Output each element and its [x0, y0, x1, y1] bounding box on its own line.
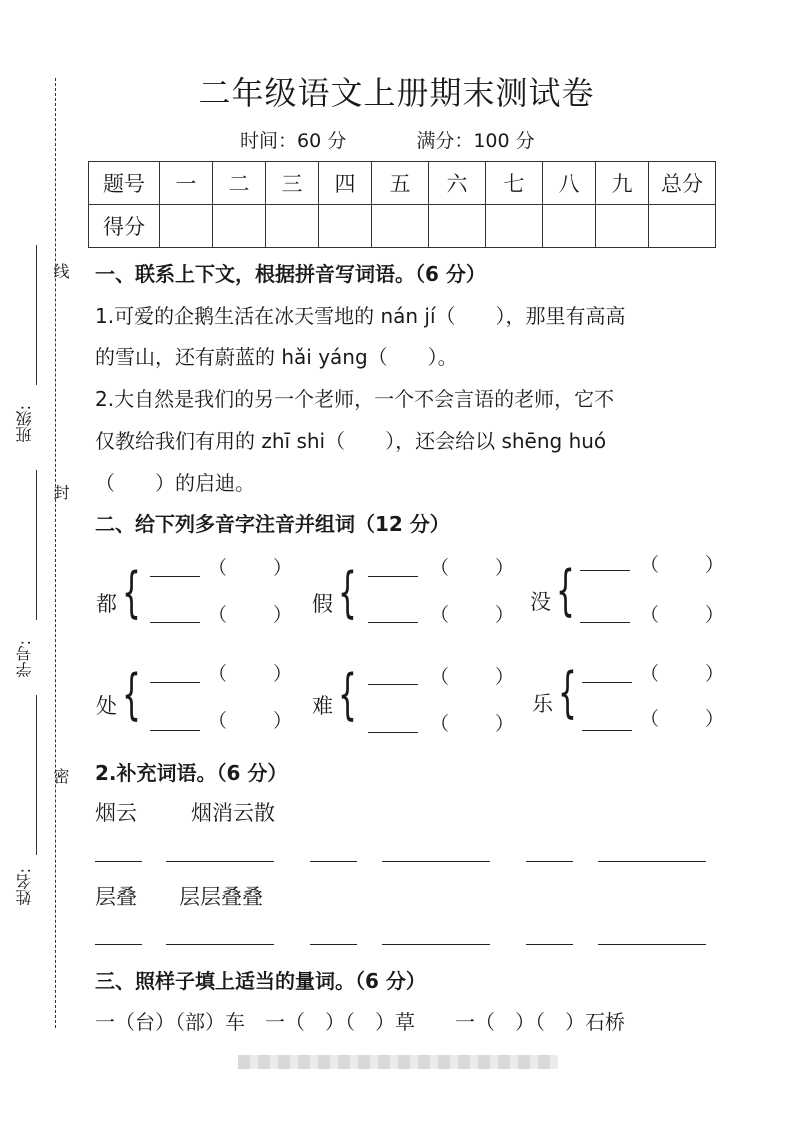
brace-icon: { [338, 561, 357, 624]
fill-blank-short[interactable] [526, 861, 573, 862]
pinyin-paren[interactable]: （ ） [640, 604, 725, 626]
blurred-watermark [238, 1055, 558, 1069]
pinyin-paren[interactable]: （ ） [430, 604, 515, 626]
pinyin-paren[interactable]: （ ） [640, 554, 725, 576]
word-blank[interactable] [580, 622, 630, 623]
score-header-cell: 一 [160, 162, 213, 205]
score-table-score-row [89, 205, 716, 248]
polyphone-char: 假 [312, 592, 333, 616]
polyphone-char: 没 [530, 590, 551, 614]
section1-heading: 一、联系上下文，根据拼音写词语。（6 分） [95, 262, 486, 286]
score-cell[interactable] [319, 205, 372, 248]
example-word: 层层叠叠 [179, 885, 263, 909]
example-word: 烟云 [95, 801, 137, 825]
score-cell[interactable] [213, 205, 266, 248]
pinyin-paren[interactable]: （ ） [640, 708, 725, 730]
score-cell[interactable] [429, 205, 486, 248]
pinyin-paren[interactable]: （ ） [208, 663, 293, 685]
side-label-xian: 线 [51, 263, 70, 279]
word-blank[interactable] [368, 622, 418, 623]
example-word: 层叠 [95, 885, 137, 909]
score-header-cell: 四 [319, 162, 372, 205]
brace-icon: { [122, 561, 141, 624]
word-blank[interactable] [150, 730, 200, 731]
pinyin-paren[interactable]: （ ） [430, 713, 515, 735]
section3-heading: 三、照样子填上适当的量词。（6 分） [95, 969, 426, 993]
word-blank[interactable] [368, 684, 418, 685]
side-label-feng: 封 [51, 484, 70, 500]
binding-dashed-line [55, 78, 56, 1028]
class-label: 班级: [15, 405, 34, 443]
section1-line: （ ）的启迪。 [95, 471, 255, 495]
time-label: 时间：60 分 [240, 130, 347, 152]
score-header-cell: 八 [543, 162, 596, 205]
score-table [88, 161, 716, 248]
score-header-cell: 七 [486, 162, 543, 205]
brace-icon: { [338, 663, 357, 726]
pinyin-paren[interactable]: （ ） [430, 557, 515, 579]
pinyin-paren[interactable]: （ ） [208, 604, 293, 626]
fill-blank-long[interactable] [598, 861, 706, 862]
score-header-cell: 题号 [89, 162, 160, 205]
polyphone-char: 都 [96, 592, 117, 616]
score-cell[interactable] [160, 205, 213, 248]
score-cell[interactable] [486, 205, 543, 248]
score-cell[interactable] [543, 205, 596, 248]
exam-info [240, 126, 535, 153]
student-id-label: 学号: [15, 640, 34, 678]
name-label: 姓名: [15, 868, 34, 906]
brace-icon: { [558, 661, 577, 724]
example-word: 烟消云散 [191, 801, 275, 825]
pinyin-paren[interactable]: （ ） [640, 663, 725, 685]
class-fill-line-2[interactable] [36, 470, 37, 620]
pinyin-paren[interactable]: （ ） [430, 666, 515, 688]
fill-blank-long[interactable] [598, 944, 706, 945]
score-header-cell: 三 [266, 162, 319, 205]
word-blank[interactable] [150, 682, 200, 683]
fill-blank-long[interactable] [382, 861, 490, 862]
score-header-cell: 总分 [649, 162, 716, 205]
polyphone-char: 处 [96, 694, 117, 718]
word-blank[interactable] [582, 682, 632, 683]
section1-line: 仅教给我们有用的 zhī shi（ ），还会给以 shēng huó [95, 429, 607, 453]
word-blank[interactable] [150, 576, 200, 577]
page-title: 二年级语文上册期末测试卷 [198, 74, 595, 112]
section1-line: 的雪山，还有蔚蓝的 hǎi yáng（ ）。 [95, 345, 458, 369]
score-header-cell: 九 [596, 162, 649, 205]
side-label-mi: 密 [51, 768, 70, 784]
section3-line: 一（台）（部）车 一（ ）（ ）草 一（ ）（ ）石桥 [95, 1010, 625, 1034]
score-cell[interactable] [266, 205, 319, 248]
section2-heading: 二、给下列多音字注音并组词（12 分） [95, 512, 450, 536]
score-table-header-row [89, 162, 716, 205]
fill-blank-short[interactable] [310, 861, 357, 862]
word-blank[interactable] [150, 622, 200, 623]
score-header-cell: 二 [213, 162, 266, 205]
brace-icon: { [556, 559, 575, 622]
word-blank[interactable] [368, 576, 418, 577]
pinyin-paren[interactable]: （ ） [208, 710, 293, 732]
polyphone-char: 难 [312, 694, 333, 718]
section2b-heading: 2.补充词语。（6 分） [95, 761, 288, 785]
score-row-label: 得分 [89, 205, 160, 248]
fill-blank-short[interactable] [526, 944, 573, 945]
fill-blank-short[interactable] [95, 861, 142, 862]
fill-blank-short[interactable] [95, 944, 142, 945]
word-blank[interactable] [580, 570, 630, 571]
fill-blank-long[interactable] [382, 944, 490, 945]
word-blank[interactable] [368, 732, 418, 733]
word-blank[interactable] [582, 730, 632, 731]
polyphone-char: 乐 [532, 692, 553, 716]
pinyin-paren[interactable]: （ ） [208, 557, 293, 579]
fill-blank-short[interactable] [310, 944, 357, 945]
score-header-cell: 六 [429, 162, 486, 205]
score-header-cell: 五 [372, 162, 429, 205]
id-fill-line[interactable] [36, 695, 37, 855]
score-cell[interactable] [649, 205, 716, 248]
section1-line: 2.大自然是我们的另一个老师，一个不会言语的老师，它不 [95, 387, 615, 411]
score-cell[interactable] [372, 205, 429, 248]
class-fill-line[interactable] [36, 245, 37, 385]
fill-blank-long[interactable] [166, 944, 274, 945]
score-cell[interactable] [596, 205, 649, 248]
fill-blank-long[interactable] [166, 861, 274, 862]
full-score-label: 满分：100 分 [416, 130, 535, 152]
section1-line: 1.可爱的企鹅生活在冰天雪地的 nán jí（ ），那里有高高 [95, 304, 626, 328]
brace-icon: { [122, 663, 141, 726]
